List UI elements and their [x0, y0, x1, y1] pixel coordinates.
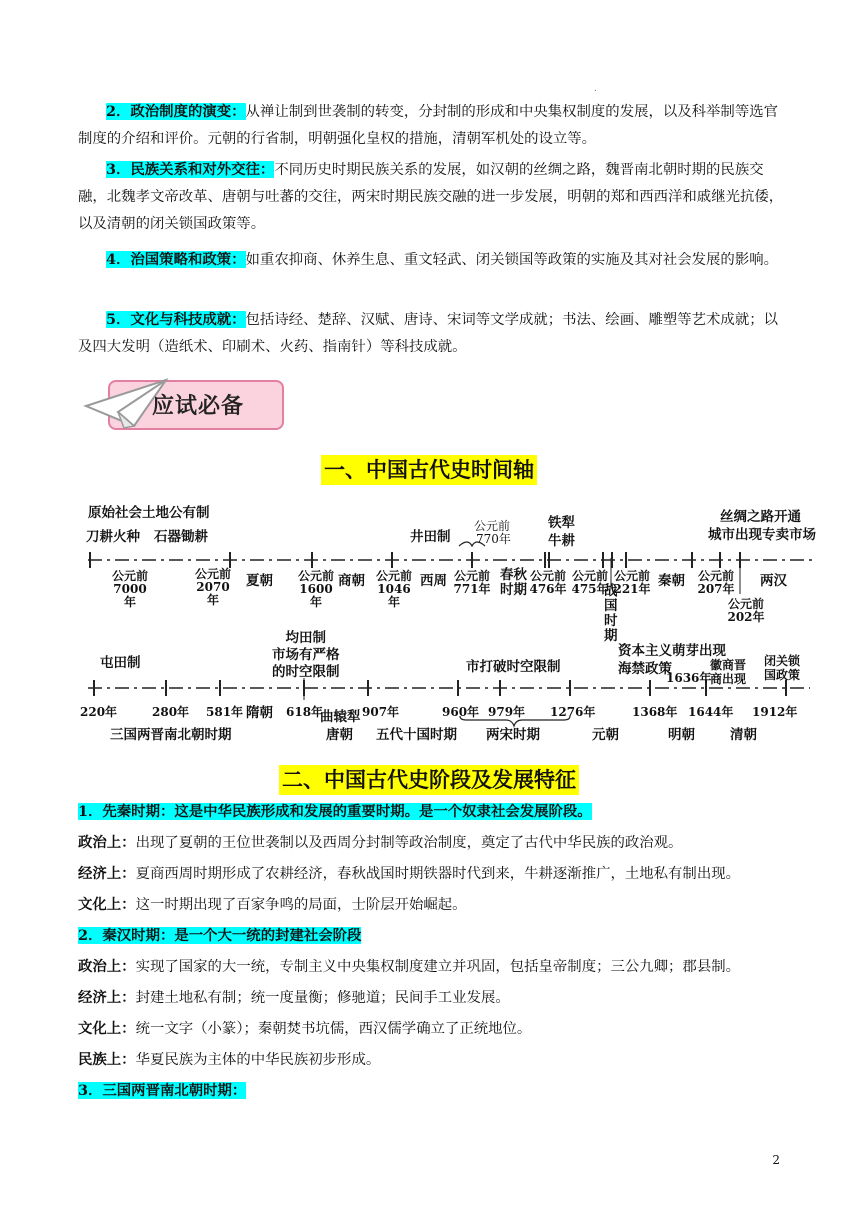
tl2-label: 1636年: [666, 671, 712, 685]
stage-row: 政治上：出现了夏朝的王位世袭制以及西周分封制等政治制度，奠定了古代中华民族的政治观。: [78, 834, 683, 851]
era-yuan: 元朝: [592, 727, 619, 743]
stage-heading: 2．秦汉时期：是一个大一统的封建社会阶段: [78, 927, 362, 944]
intro-paragraph-2: [78, 98, 784, 153]
era-sui: 隋朝: [246, 705, 273, 721]
timeline-ancient-2: [80, 628, 820, 746]
era-liangsong: 两宋时期: [486, 727, 540, 743]
tl2-date: 907年: [362, 705, 400, 719]
stage-row: 文化上：这一时期出现了百家争鸣的局面，士阶层开始崛起。: [78, 896, 467, 913]
era-tang: 唐朝: [326, 727, 353, 743]
tl1-date: 公元前 7000年: [111, 569, 148, 609]
tl2-label: 屯田制: [100, 655, 141, 671]
tl2-date: 1368年: [632, 705, 678, 719]
tl1-label: 丝绸之路开通: [720, 509, 801, 525]
era-ming: 明朝: [668, 727, 695, 743]
era-xizhou: 西周: [420, 573, 447, 589]
stage-row: 经济上：夏商西周时期形成了农耕经济，春秋战国时期铁器时代到来，牛耕逐渐推广，土地私有制出现。: [78, 865, 740, 882]
era-chunqiu: 春秋 时期: [500, 567, 527, 598]
section-title-timeline: 一、中国古代史时间轴: [321, 455, 537, 485]
tl1-label: 770年: [476, 532, 511, 546]
tl2-date: 1644年: [688, 705, 734, 719]
tl1-date: 公元前 207年: [697, 569, 735, 596]
intro-text: 如重农抑商、休养生息、重文轻武、闭关锁国等政策的实施及其对社会发展的影响。: [245, 252, 778, 268]
tl1-label: 井田制: [410, 529, 451, 545]
tl2-label: 徽商晋 商出现: [709, 658, 746, 686]
tl2-date: 979年: [488, 705, 526, 719]
page-number: 2: [772, 1153, 780, 1167]
tl1-label: 原始社会土地公有制: [88, 505, 210, 521]
intro-text: 从禅让制到世袭制的转变，分封制的形成和中央集权制度的发展，以及科举制等选官制度的介绍和评价。元朝的行省制，明朝强化皇权的措施，清朝军机处的设立等。: [78, 104, 778, 147]
intro-paragraph-5: [78, 306, 784, 361]
stage-row: 文化上：统一文字（小篆）；秦朝焚书坑儒，西汉儒学确立了正统地位。: [78, 1020, 532, 1037]
tl1-date: 公元前 476年: [529, 569, 567, 596]
tl2-date: 960年: [442, 705, 480, 719]
tl1-date: 公元前 1600年: [297, 569, 334, 609]
era-lianghan: 两汉: [760, 573, 787, 589]
stage-row: 政治上：实现了国家的大一统，专制主义中央集权制度建立并巩固，包括皇帝制度；三公九卿；郡县制。: [78, 958, 740, 975]
section-title-stages: 二、中国古代史阶段及发展特征: [279, 765, 579, 795]
stage-heading: 1．先秦时期：这是中华民族形成和发展的重要时期。是一个奴隶社会发展阶段。: [78, 803, 592, 820]
intro-text: 不同历史时期民族关系的发展，如汉朝的丝绸之路，魏晋南北朝时期的民族交融，北魏孝文帝改革、唐朝与吐蕃的交往，两宋时期民族交融的进一步发展，明朝的郑和西西洋和戚继光抗倭，以及清朝的闭关锁国政策等。: [78, 162, 784, 232]
intro-label: 5．文化与科技成就：: [106, 311, 246, 328]
tl1-label: 石器锄耕: [154, 529, 208, 545]
tl2-date: 220年: [80, 705, 118, 719]
tl1-label: 牛耕: [548, 533, 575, 549]
era-wudai: 五代十国时期: [376, 727, 457, 743]
tl2-label: 闭关锁 国政策: [763, 654, 800, 682]
tl2-date: 1912年: [752, 705, 798, 719]
tl1-date: 公元前 1046年: [375, 569, 412, 609]
tl2-date: 280年: [152, 705, 190, 719]
stage-row: 经济上：封建土地私有制；统一度量衡；修驰道；民间手工业发展。: [78, 989, 510, 1006]
era-zhanguo: 战 国 时 期: [604, 583, 618, 644]
intro-label: 4．治国策略和政策：: [106, 251, 246, 268]
era-qing: 清朝: [730, 727, 757, 743]
intro-label: 3．民族关系和对外交往：: [106, 161, 275, 178]
era-shang: 商朝: [338, 573, 365, 589]
tl1-date: 公元前 221年: [613, 569, 651, 596]
tl1-date: 公元前 2070年: [194, 567, 231, 607]
era-xia: 夏朝: [246, 573, 273, 589]
exam-essentials-badge: [82, 376, 282, 432]
tl1-label: 刀耕火种: [86, 529, 140, 545]
tl2-date: 618年: [286, 705, 324, 719]
tl1-date: 公元前 202年: [727, 597, 765, 624]
tl1-date: 公元前 475年: [571, 569, 609, 596]
tl1-label: 铁犁: [548, 515, 575, 531]
tl1-date: 公元前 771年: [453, 569, 491, 596]
intro-paragraph-4: [78, 246, 784, 274]
intro-text: 包括诗经、楚辞、汉赋、唐诗、宋词等文学成就；书法、绘画、雕塑等艺术成就；以及四大发明（造纸术、印刷术、火药、指南针）等科技成就。: [78, 312, 778, 355]
era-sanguo: 三国两晋南北朝时期: [110, 727, 232, 743]
tl2-date: 581年: [206, 705, 244, 719]
era-quyuanli: 曲辕犁: [320, 709, 361, 725]
intro-label: 2．政治制度的演变：: [106, 103, 246, 120]
intro-paragraph-3: [78, 156, 784, 238]
stage-heading: 3．三国两晋南北朝时期：: [78, 1082, 247, 1099]
timeline-ancient-1: [80, 498, 820, 648]
tl1-label: 公元前: [474, 519, 511, 533]
era-qin: 秦朝: [658, 573, 685, 589]
stage-row: 民族上：华夏民族为主体的中华民族初步形成。: [78, 1051, 381, 1068]
tl1-label: 城市出现专卖市场: [708, 527, 816, 543]
tl2-label: 均田制 市场有严格 的时空限制: [272, 630, 340, 680]
tl2-label: 市打破时空限制: [466, 659, 561, 675]
tl2-label: 资本主义萌芽出现 海禁政策: [618, 643, 726, 677]
header-mark: .: [594, 84, 597, 94]
tl2-date: 1276年: [550, 705, 596, 719]
badge-label: 应试必备: [152, 394, 245, 419]
